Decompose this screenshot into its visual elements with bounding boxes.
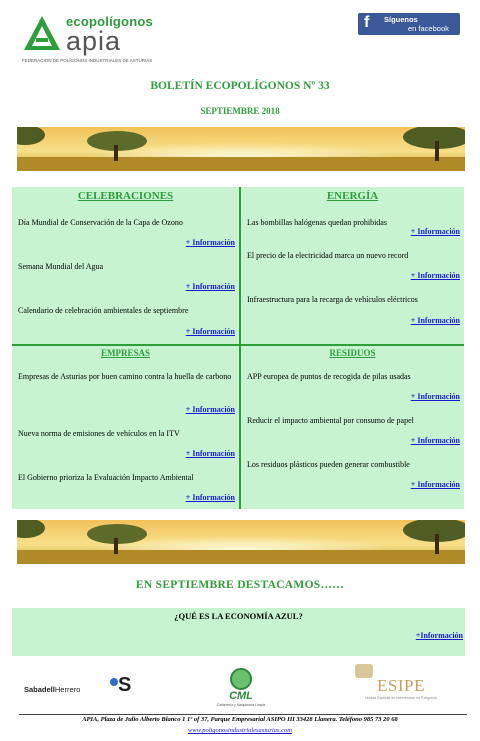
footer-address: APIA, Plaza de Julio Alberto Blanco 1 1º of 37, Parque Empresarial ASIPO III 33428 Llanera. Teléfono 985 73 20 68 [82, 716, 398, 723]
section-celebraciones [12, 187, 239, 344]
section-title: EMPRESAS [100, 348, 150, 358]
section-empresas [12, 346, 239, 509]
bs-letter: S [118, 674, 132, 696]
section-title: CELEBRACIONES [77, 190, 174, 202]
esipe-subtitle: Unidad Especial de Intervención en Polígonos [365, 696, 437, 700]
footer-website-link[interactable]: www.poligonosindustrialesasturias.com [188, 727, 292, 734]
sabadell-text: Sabadell [24, 685, 55, 694]
facebook-button[interactable] [358, 13, 460, 35]
bulletin-title: BOLETÍN ECOPOLÍGONOS Nº 33 [150, 80, 330, 92]
news-item: Infraestructura para la recarga de vehículos eléctricos [247, 295, 418, 304]
footer-divider [19, 714, 467, 715]
more-info-link[interactable]: + Información [185, 493, 235, 502]
more-info-link[interactable]: + Información [410, 392, 460, 401]
highlight-box [12, 608, 465, 656]
globe-icon [230, 668, 252, 690]
logo-subtitle: FEDERACIÓN DE POLÍGONOS INDUSTRIALES DE ASTURIAS [22, 58, 153, 63]
news-item: Calendario de celebración ambientales de septiembre [18, 306, 189, 315]
landscape-image [17, 127, 465, 171]
section-energia [241, 187, 464, 344]
news-item: Los residuos plásticos pueden generar combustible [247, 460, 410, 469]
facebook-line1: Síguenos [384, 15, 418, 24]
cml-logo[interactable] [206, 668, 276, 712]
bulletin-date: SEPTIEMBRE 2018 [200, 106, 280, 116]
more-info-link[interactable]: + Información [410, 436, 460, 445]
more-info-link[interactable]: + Información [185, 282, 235, 291]
cml-subtitle: Calderería y Maquinaria Limpia [216, 703, 266, 707]
section-title: ENERGÍA [326, 190, 379, 202]
esipe-logo[interactable] [355, 660, 435, 704]
herrero-text: Herrero [54, 685, 81, 694]
news-item: El precio de la electricidad marca un nuevo record [247, 251, 409, 260]
section-title: RESIDUOS [329, 348, 376, 358]
news-item: Semana Mundial del Agua [18, 262, 104, 271]
logo-top-text: ecopolígonos [66, 14, 153, 29]
news-item: APP europea de puntos de recogida de pilas usadas [247, 372, 411, 381]
facebook-f-icon: f [364, 14, 370, 31]
apia-logo[interactable] [22, 12, 172, 72]
more-info-link[interactable]: + Información [410, 271, 460, 280]
more-info-link[interactable]: + Información [185, 327, 235, 336]
section-residuos [241, 346, 464, 509]
logo-main-text: apia [66, 26, 122, 56]
bs-dot-icon [110, 678, 118, 686]
highlight-heading: EN SEPTIEMBRE DESTACAMOS…… [135, 579, 345, 591]
more-info-link[interactable]: +Información [415, 631, 463, 640]
landscape-banner-bottom [17, 520, 465, 564]
landscape-image [17, 520, 465, 564]
more-info-link[interactable]: + Información [410, 227, 460, 236]
bs-logo[interactable] [110, 673, 140, 699]
esipe-badge-icon [355, 664, 373, 678]
landscape-banner-top [17, 127, 465, 171]
news-item: Las bombillas halógenas quedan prohibidas [247, 218, 387, 227]
esipe-text: ESIPE [377, 676, 425, 695]
header [0, 0, 480, 78]
news-item: Día Mundial de Conservación de la Capa de Ozono [18, 218, 183, 227]
more-info-link[interactable]: + Información [185, 405, 235, 414]
apia-triangle-icon [22, 14, 62, 52]
cml-text: CML [229, 690, 253, 702]
more-info-link[interactable]: + Información [410, 480, 460, 489]
news-item: El Gobierno prioriza la Evaluación Impacto Ambiental [18, 473, 194, 482]
highlight-question: ¿QUÉ ES LA ECONOMÍA AZUL? [174, 611, 303, 621]
more-info-link[interactable]: + Información [185, 449, 235, 458]
sabadell-herrero-logo[interactable] [24, 685, 80, 694]
news-item: Empresas de Asturias por buen camino contra la huella de carbono [18, 372, 232, 381]
more-info-link[interactable]: + Información [410, 316, 460, 325]
news-grid [12, 187, 464, 509]
news-item: Reducir el impacto ambiental por consumo de papel [247, 416, 414, 425]
news-item: Nueva norma de emisiones de vehículos en la ITV [18, 429, 180, 438]
more-info-link[interactable]: + Información [185, 238, 235, 247]
facebook-line2: en facebook [408, 24, 449, 33]
